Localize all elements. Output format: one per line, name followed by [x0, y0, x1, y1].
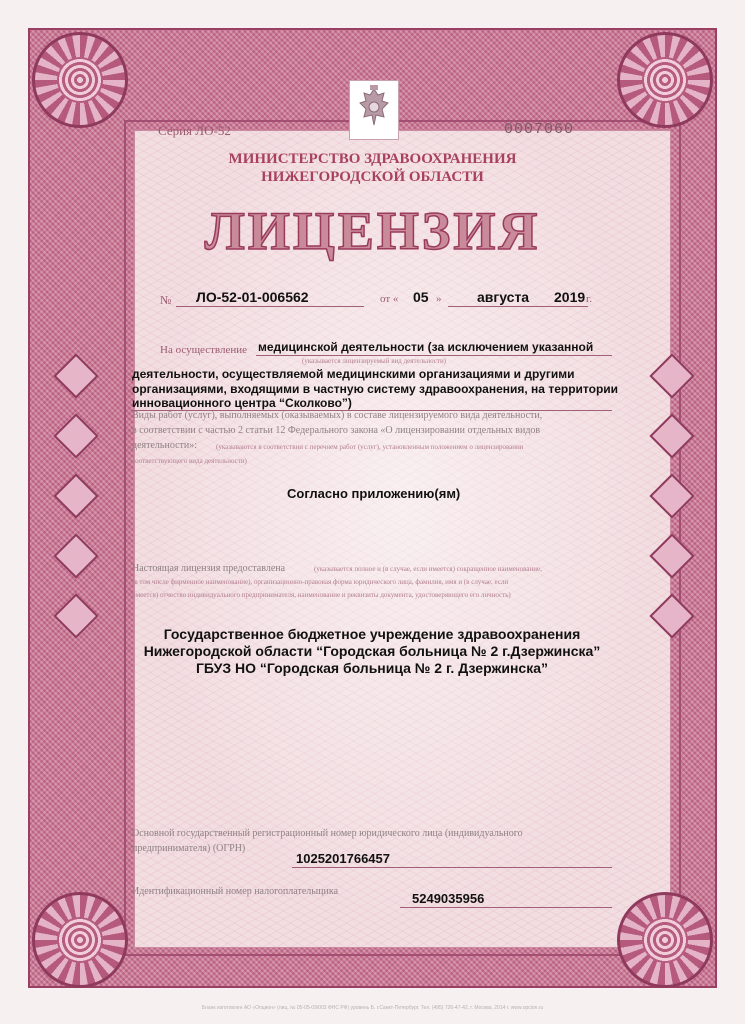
document-title: ЛИЦЕНЗИЯ	[204, 201, 541, 261]
organization-line1: Государственное бюджетное учреждение здравоохранения	[163, 626, 581, 642]
organization-line3: ГБУЗ НО “Городская больница № 2 г. Дзержинска”	[195, 660, 549, 676]
date-day: 05	[413, 289, 429, 305]
date-close-quote: »	[436, 293, 442, 305]
ogrn-value: 1025201766457	[296, 851, 390, 866]
series-label: Серия ЛО-52	[158, 123, 231, 138]
number-label: №	[160, 293, 172, 307]
activity-underline	[256, 355, 612, 356]
organization-line2: Нижегородской области “Городская больница № 2 г.Дзержинска”	[143, 643, 601, 659]
works-line4-hint: соответствующего вида деятельности)	[132, 457, 247, 465]
activity-line4: инновационного центра “Сколково”)	[132, 396, 352, 410]
granted-hint-line1: (указывается полное и (в случае, если имеется) сокращенное наименование,	[314, 565, 542, 573]
corner-rosette-top-left	[32, 32, 128, 128]
ministry-name-line2: НИЖЕГОРОДСКОЙ ОБЛАСТИ	[261, 169, 484, 185]
date-year: 2019	[554, 289, 586, 305]
activity-label: На осуществление	[160, 344, 247, 356]
date-underline	[448, 306, 588, 307]
works-line3-label: деятельности»:	[132, 440, 198, 451]
ogrn-label-line1: Основной государственный регистрационный номер юридического лица (индивидуального	[132, 828, 523, 839]
activity-line1: медицинской деятельности (за исключением указанной	[258, 340, 594, 354]
date-label-from: от «	[380, 293, 399, 305]
serial-number: 0007060	[504, 121, 575, 138]
ogrn-label-line2: предпринимателя) (ОГРН)	[132, 843, 246, 854]
side-ornament-left	[60, 360, 90, 660]
granted-hint-line3: имеется) отчество индивидуального предпринимателя, наименование и реквизиты документа, удостоверяющего его личность)	[132, 591, 511, 599]
coat-of-arms-icon	[349, 80, 399, 140]
ministry-name-line1: МИНИСТЕРСТВО ЗДРАВООХРАНЕНИЯ	[228, 151, 517, 167]
corner-rosette-bottom-left	[32, 892, 128, 988]
works-value: Согласно приложению(ям)	[287, 486, 461, 501]
date-month: августа	[477, 289, 530, 305]
works-line3-hint: (указываются в соответствии с перечнем работ (услуг), установленным положением о лицензировании	[216, 443, 524, 451]
printer-imprint: Бланк изготовлен АО «Опцион» (лиц. № 05-05-09/003 ФНС РФ) уровень Б. г.Санкт-Петербург. Тел. (495) 726-47-42, г. Москва, 2014 г. www.opcion.ru	[201, 1005, 544, 1011]
license-number: ЛО-52-01-006562	[196, 289, 309, 305]
side-ornament-right	[656, 360, 686, 660]
activity-hint: (указывается лицензируемый вид деятельности)	[302, 357, 447, 365]
works-line2: в соответствии с частью 2 статьи 12 Федерального закона «О лицензировании отдельных видов	[132, 425, 541, 436]
activity-line3: организациями, входящими в частную систему здравоохранения, на территории	[132, 382, 619, 396]
inn-underline	[400, 907, 612, 908]
activity-line2: деятельности, осуществляемой медицинскими организациями и другими	[132, 367, 575, 381]
license-number-underline	[176, 306, 364, 307]
date-suffix: г.	[586, 293, 593, 305]
inn-value: 5249035956	[412, 891, 485, 906]
inn-label: Идентификационный номер налогоплательщика	[132, 886, 339, 897]
granted-label: Настоящая лицензия предоставлена	[132, 563, 286, 574]
corner-rosette-bottom-right	[617, 892, 713, 988]
granted-hint-line2: (в том числе фирменное наименование), организационно-правовая форма юридического лица, фамилия, имя и (в случае, если	[132, 578, 509, 586]
corner-rosette-top-right	[617, 32, 713, 128]
works-line1: Виды работ (услуг), выполняемых (оказываемых) в составе лицензируемого вида деятельности,	[132, 410, 543, 421]
ogrn-underline	[292, 867, 612, 868]
